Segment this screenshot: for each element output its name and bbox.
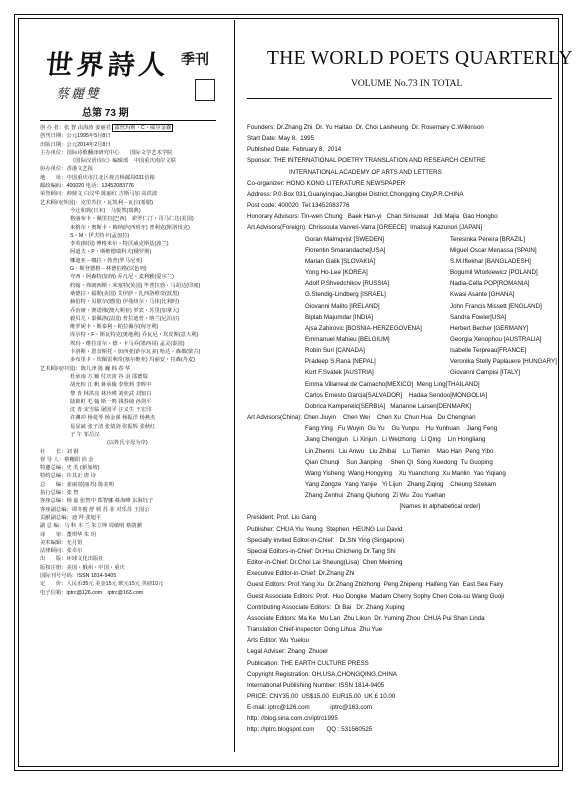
left-line: 地 址：中国重庆市江北区观音桥邮局031信箱 bbox=[40, 174, 155, 181]
right-line bbox=[247, 345, 557, 356]
column-divider bbox=[234, 20, 235, 752]
field-label: 荣誉顾问 bbox=[40, 191, 62, 198]
right-line: Guest Editors: Prof.Yang Xu Dr.Zhang Zhizhong Peng Zhipeng Haifeng Yan East Sea Fairy bbox=[247, 581, 504, 589]
right-line: Fang Ying Fu Wuyin Gu Yu Gu Yunpu Hu Yunhuan Jiang Feng bbox=[305, 425, 498, 433]
right-line: Co-organizer: HONG KONG LITERATURE NEWSPAPER bbox=[247, 179, 406, 187]
field-value: (以姓氏字母为序) bbox=[70, 440, 148, 447]
left-line: 定 价：人民币35元 美金15元 欧元15元 英磅10元 bbox=[40, 581, 164, 588]
advisor-name: Robin Suri [CANADA] bbox=[305, 347, 365, 355]
right-line: Special Editors-in-Chief: Dr.Hsu Chicheng Dr.Tang Shi bbox=[247, 547, 396, 555]
field-value: 帅鼎文 白汉华 陈丽红 吉斯马加 高洪波 bbox=[66, 191, 158, 198]
english-title: THE WORLD POETS QUARTERLY bbox=[267, 48, 573, 69]
field-value: 谭冬俊 舒 媛 苏 菲 对乐苏 王国公 bbox=[71, 506, 150, 513]
field-label: 特约总编 bbox=[40, 473, 62, 480]
masthead-chinese bbox=[44, 43, 220, 83]
field-value: 克里苏拉・瓦凯利－瓦拉(希腊) bbox=[80, 199, 154, 206]
field-value: 乔治娅・赛诺佛(澳大利亚) 罗宾・苏里(加拿大) bbox=[70, 307, 180, 314]
field-value: ISSN 1814-9405 bbox=[77, 573, 117, 580]
left-line bbox=[40, 307, 222, 315]
left-line: 特约总编：许其正 唐 诗 bbox=[40, 473, 96, 480]
right-line: International Publishing Number: ISSN 1814-9405 bbox=[247, 681, 385, 689]
right-line: Yang Zongze Yang Yanjie Yi Lijun Zhang Ziqing Cheung Szekam bbox=[305, 481, 497, 488]
field-value: 张卓尔 bbox=[66, 548, 83, 555]
field-value: 格丽布卡・佩里拉(巴西) 索罗仁汀・司马仁达(美国) bbox=[70, 216, 194, 223]
left-line: 出 版：环球文化出版社 bbox=[40, 556, 104, 563]
right-line bbox=[247, 356, 557, 367]
advisor-name: Veronika Stelly Paplauere [HUNGARY] bbox=[450, 358, 557, 366]
field-value: 杨 虚 张智中 郑智娜 蔡海峰 东海钰子 bbox=[66, 498, 154, 505]
left-line bbox=[40, 423, 222, 431]
field-value: 史 芙 (新加坡) bbox=[66, 465, 100, 472]
field-value: 约翰・弗朗西斯・米塞特(英国) 毕普拉勃・马胡达(印度) bbox=[70, 282, 201, 289]
field-label: 版权注册 bbox=[40, 564, 62, 571]
advisor-name: Goran Malmqvist [SWEDEN] bbox=[305, 235, 385, 243]
advisor-name: Kwasi Asante [GHANA] bbox=[450, 291, 515, 299]
field-label: 总 编 bbox=[40, 481, 62, 488]
left-line bbox=[40, 224, 222, 232]
advisor-name: Sandra Fowler[USA] bbox=[450, 313, 507, 321]
advisor-name: Nadia-Cella POP[ROMANIA] bbox=[450, 280, 530, 288]
field-value: 米格尔・奥斯卡・梅纳萨(西班牙) 普利克(斯洛伐克) bbox=[70, 224, 190, 231]
right-line: Copyright Registration: OH,USA,CHONGQING,CHINA bbox=[247, 670, 397, 678]
advisor-name: Bogumil Wtorkiewicz [POLAND] bbox=[450, 269, 538, 277]
left-line: 客座总编：杨 虚 张智中 郑智娜 蔡海峰 东海钰子 bbox=[40, 498, 154, 505]
field-value: 刘 钢 bbox=[66, 448, 79, 455]
right-line: http: //blog.sina.com.cn/iptrc1995 bbox=[247, 715, 338, 723]
right-line: Carlos Ernesto Garcia[SALVADOR] Hadaa Sendoo[MONGOLIA] bbox=[305, 391, 488, 399]
left-line: 出版日期：公元2014年2月8日 bbox=[40, 141, 111, 148]
right-line: Publisher: CHUA Yiu Yeung Stephen HEUNG Lui David bbox=[247, 525, 403, 533]
left-line: 特邀总编：史 芙 (新加坡) bbox=[40, 465, 100, 472]
field-label: 主办单位 bbox=[40, 149, 62, 156]
left-line bbox=[40, 340, 222, 348]
left-rule bbox=[40, 120, 216, 121]
left-line: 荣誉顾问：帅鼎文 白汉华 陈丽红 吉斯马加 高洪波 bbox=[40, 191, 158, 198]
field-value: 胡允桓 江 帆 蒋承俊 李欣莉 李晖中 bbox=[70, 382, 152, 389]
boxed-name: 露丝玛莉・C・威尔金森 bbox=[114, 125, 172, 131]
field-value: 董琪华 朱 玥 bbox=[66, 531, 96, 538]
left-line: 创刊日期：公元1995年5月8日 bbox=[40, 133, 111, 140]
field-label: 艺术顾问(外国) bbox=[40, 199, 76, 206]
left-line: 主办单位：国际诗歌翻译研究中心 国际文学艺术学院 bbox=[40, 149, 173, 156]
advisor-name: Miguel Oscar Menassa [SPAIN] bbox=[450, 246, 537, 254]
left-line: 版权注册：美国・俄州・中国・重庆 bbox=[40, 564, 125, 571]
field-value: 400020 电话：13452083776 bbox=[66, 183, 134, 190]
right-line: INTERNATIONAL ACADEMY OF ARTS AND LETTERS bbox=[289, 168, 442, 176]
field-value: iptrc@126.com iptrc@163.com bbox=[66, 589, 144, 596]
field-label: 客座副总编 bbox=[40, 506, 67, 513]
field-value: 易显斌 张子清 张倩剑 张振辉 张秋红 bbox=[70, 423, 156, 430]
field-value: 中国重庆市江北区观音桥邮局031信箱 bbox=[66, 174, 155, 181]
left-line: 总 编：姜丽双(丽苏) 陈美明 bbox=[40, 481, 114, 488]
right-line: E-mail: iptrc@126.com iptrc@163.com bbox=[247, 704, 373, 712]
field-label: 客座总编 bbox=[40, 498, 62, 505]
field-label: 执行总编 bbox=[40, 490, 62, 497]
left-line bbox=[40, 157, 222, 165]
left-line bbox=[40, 282, 222, 290]
field-value: 黎 青 林洪亮 林玲瑛 刘奕武 刘知白 bbox=[70, 390, 152, 397]
advisor-name: Ajsa Zahirovic [BOSNIA-HERZEGOVENA] bbox=[305, 324, 422, 332]
field-value: 今辻和典(日本) 马悦然(瑞典) bbox=[70, 207, 141, 214]
right-line: Contributing Associate Editors: Di Bai Dr. Zhang Xuping bbox=[247, 603, 405, 611]
left-line: 邮政编码：400020 电话：13452083776 bbox=[40, 183, 134, 190]
left-line: 译 审：董琪华 朱 玥 bbox=[40, 531, 96, 538]
field-value: 姜丽双(丽苏) 陈美明 bbox=[66, 481, 114, 488]
left-line: 督 导 人：蔡穗阳 尚 金 bbox=[40, 456, 94, 463]
chinese-title: 世界詩人 bbox=[44, 50, 172, 81]
left-line: 社 长：刘 钢 bbox=[40, 448, 79, 455]
advisor-name: Pradeep S.Rana [NEPAL] bbox=[305, 358, 376, 366]
right-line: Executive Editor-in-Chief: Dr.Zhang Zhi bbox=[247, 570, 355, 578]
left-line: 法律顾问：张卓尔 bbox=[40, 548, 83, 555]
right-line bbox=[247, 256, 557, 267]
field-value: 维罗妮卡・斯泰利・帕拉佩尔(匈牙利) bbox=[70, 324, 159, 331]
left-line bbox=[40, 406, 222, 414]
field-label: 督 导 人 bbox=[40, 456, 59, 463]
field-value: 陈九津 陈 巍 韩 春 华 bbox=[80, 365, 131, 372]
quarterly-label: 季刊 bbox=[181, 51, 209, 67]
right-line: PRICE: CNY35.00 US$15.00 EUR15.00 UK £ 10.00 bbox=[247, 692, 396, 700]
right-line: Zhang Zenhui Zhang Qiuhong Zi Wu Zou Yuehan bbox=[305, 492, 446, 500]
field-value: 多布里卡・坎佩雷利奇(塞尔维亚) 玛丽安・拉森(丹麦) bbox=[70, 357, 196, 364]
left-line bbox=[40, 273, 222, 281]
right-line: Art Advisors(China): Chen Jiuyin Chen Wei Chen Xu Chun Hua Du Chengnan bbox=[247, 414, 476, 422]
right-line: Emma Villarreal de Camacho[MEXICO] Meng Ling[THAILAND] bbox=[305, 380, 480, 388]
right-line: Lin Zhenni Liu Anwu Liu Zhibai Lu Tiemin Mao Han Peng Yibo bbox=[305, 447, 494, 455]
masthead-details-english bbox=[247, 122, 557, 736]
left-line: 美术编辑：无月馆 bbox=[40, 539, 83, 546]
right-line: Wang Yisheng Wang Hongying Xu Yuanchong Xu Manlin Yao Yiqiang bbox=[305, 469, 506, 477]
left-line: 协办单位：香港文艺报 bbox=[40, 166, 94, 173]
field-value: 公元2014年2月8日 bbox=[66, 141, 111, 148]
right-line bbox=[247, 245, 557, 256]
field-value: 蔡穗阳 尚 金 bbox=[64, 456, 94, 463]
left-line bbox=[40, 257, 222, 265]
right-line: Founders: Dr.Zhang Zhi Dr. Yu Haitao Dr. Choi Laisheung Dr. Rosemary C.Wilkinson bbox=[247, 124, 484, 131]
right-line bbox=[247, 323, 557, 334]
advisor-name: Marian Galik [SLOVAKIA] bbox=[305, 257, 376, 265]
right-line: Arts Editor: Wu Yuelou bbox=[247, 637, 310, 645]
field-label: 创刊日期 bbox=[40, 133, 62, 140]
field-label: 美术编辑 bbox=[40, 539, 62, 546]
field-label: 译 审 bbox=[40, 531, 62, 538]
field-value: 杜承南 方 颖 付庆寅 谷 羽 邵德瑞 bbox=[70, 373, 148, 380]
right-line bbox=[247, 278, 557, 289]
field-value: 张 智 由海涛 姜丽君 bbox=[64, 125, 111, 131]
field-value: 沈 青 宋雪临 屠国平 汪义生 王宏印 bbox=[70, 407, 152, 414]
field-label: 创 办 者 bbox=[40, 125, 59, 131]
advisor-name: Giovanni Campisi [ITALY] bbox=[450, 369, 520, 377]
advisor-name: Isabelle Terpreau[FRANCE] bbox=[450, 347, 527, 355]
left-line bbox=[40, 439, 222, 447]
field-value: 陆筱虹 毛 翰 斯一鸣 钱春绮 孙剑平 bbox=[70, 398, 152, 405]
left-line bbox=[40, 298, 222, 306]
left-line bbox=[40, 265, 222, 273]
left-line bbox=[40, 248, 222, 256]
left-line bbox=[40, 381, 222, 389]
right-line: Jiang Chengjun Li Xinjun Li Weizhong Li Qing Lin Hongliang bbox=[305, 436, 486, 444]
field-value: 子 午 邹岳汉 bbox=[70, 431, 100, 438]
right-line: Translation Chief-inspector: Dong Lihua Zhu Yue bbox=[247, 626, 383, 634]
field-label: 邮政编码 bbox=[40, 183, 62, 190]
advisor-name: Florentin Smarandache[USA] bbox=[305, 246, 386, 254]
field-value: G・斯登德格－林德伯格(以色列) bbox=[70, 266, 147, 273]
left-line bbox=[40, 232, 222, 240]
field-value: 张 智 bbox=[66, 490, 79, 497]
seal-stamp bbox=[195, 79, 215, 101]
field-value: 香港文艺报 bbox=[66, 166, 94, 173]
left-line bbox=[40, 290, 222, 298]
left-line bbox=[40, 398, 222, 406]
right-line bbox=[247, 267, 557, 278]
field-value: 人民币35元 美金15元 欧元15元 英磅10元 bbox=[66, 581, 164, 588]
field-label: 电子信箱 bbox=[40, 589, 62, 596]
field-label: 社 长 bbox=[40, 448, 62, 455]
advisor-name: Kurt F.Svatek [AUSTRIA] bbox=[305, 369, 374, 377]
field-value: S・M・伊夫特卡(孟加拉) bbox=[70, 232, 130, 239]
field-value: 国际诗歌翻译研究中心 国际文学艺术学院 bbox=[66, 149, 173, 156]
right-line bbox=[247, 334, 557, 345]
field-label: 特邀总编 bbox=[40, 465, 62, 472]
field-value: 许渊冲 杨曼琴 杨金谨 杨振洋 杨燕杰 bbox=[70, 415, 156, 422]
field-value: 《国际汉语诗坛》编辑部 中国重庆南岸文联 bbox=[70, 158, 176, 165]
right-rule bbox=[247, 98, 552, 99]
left-line: 客座副总编：谭冬俊 舒 媛 苏 菲 对乐苏 王国公 bbox=[40, 506, 150, 513]
signature: 蔡麗雙 bbox=[56, 87, 102, 102]
field-value: 迪 拜 张旭平 bbox=[71, 514, 102, 521]
field-value: 许其正 唐 诗 bbox=[66, 473, 96, 480]
field-label: 副 总 编 bbox=[40, 523, 59, 530]
right-line bbox=[247, 301, 557, 312]
left-line bbox=[40, 215, 222, 223]
right-line: Published Date: February 8, 2014 bbox=[247, 146, 342, 154]
right-line bbox=[247, 367, 557, 378]
right-line: Editor-in-Chief: Dr.Choi Lai Sheung(Lisa) Chen Meiming bbox=[247, 559, 403, 567]
left-line bbox=[40, 348, 222, 356]
right-line: Associate Editors: Ma Ke Mu Lan Zhu Likun Dr. Yuming Zhou CHUA Pui Shan Linda bbox=[247, 614, 485, 622]
right-line: President: Prof. Liu Gang bbox=[247, 514, 317, 522]
field-label: 地 址 bbox=[40, 174, 62, 181]
right-line bbox=[247, 312, 557, 323]
left-line bbox=[40, 207, 222, 215]
field-value: 娜迪亚－娜拉・勃普(罗马尼亚) bbox=[70, 257, 143, 264]
field-value: 美国・俄州・中国・重庆 bbox=[66, 564, 125, 571]
field-label: 法律顾问 bbox=[40, 548, 62, 555]
right-line: Art Advisors(Foreign): Chrissoula Varveri-Varra [GREECE] Imatsuji Kazunori [JAPAN] bbox=[247, 224, 483, 232]
right-line: Start Date: May 8, 1995 bbox=[247, 135, 315, 143]
field-value: 阿道夫・P・斯维德瑞科夫(俄罗斯) bbox=[70, 249, 152, 256]
right-line: Guest Associate Editors: Prof. Huo Dongke Madam Cherry Sophy Chen Cola-su Wang Guoji bbox=[247, 592, 505, 600]
right-line: Qian Chunqi Sun Jianping Shen Qi Song Xuedong Tu Guoping bbox=[305, 458, 493, 466]
left-line bbox=[40, 315, 222, 323]
left-line: 贡献副总编：迪 拜 张旭平 bbox=[40, 514, 102, 521]
left-line: 艺术顾问(外国)：克里苏拉・瓦凯利－瓦拉(希腊) bbox=[40, 199, 154, 206]
field-value: 夸西・阿森特(加纳) 乔凡尼・麦利雅(爱尔兰) bbox=[70, 274, 174, 281]
left-line bbox=[40, 414, 222, 422]
field-label: 出版日期 bbox=[40, 141, 62, 148]
field-value: 公元1995年5月8日 bbox=[66, 133, 111, 140]
right-line: Honorary Advisors: Tin-wen Chung Baek Han-yi Chan Sirisuwat Jidi Majia Gao Hongbo bbox=[247, 213, 498, 221]
advisor-name: Adolf P.Shvedchikov [RUSSIA] bbox=[305, 280, 390, 288]
right-line bbox=[247, 234, 557, 245]
field-value: 埃玛・维拉雷尔・德・卡马乔(墨西哥) 孟灵(泰国) bbox=[70, 340, 185, 347]
field-label: 艺术顾问(中国) bbox=[40, 365, 76, 372]
advisor-name: G.Stendig-Lindberg [ISRAEL] bbox=[305, 291, 386, 299]
field-value: 李英(韩国) 博格米尔・特沃威克斯基(波兰) bbox=[70, 241, 169, 248]
left-line bbox=[40, 431, 222, 439]
left-line: 电子信箱：iptrc@126.com iptrc@163.com bbox=[40, 589, 144, 596]
right-line: [Names in alphabetical order] bbox=[305, 503, 481, 511]
advisor-name: Teresinka Pereira [BRAZIL] bbox=[450, 235, 525, 243]
advisor-name: Emmanuel Mahieu [BELGIUM] bbox=[305, 335, 390, 343]
right-line: http: //lptrc.blogspot.com QQ : 531560525 bbox=[247, 726, 373, 734]
field-value: 无月馆 bbox=[66, 539, 83, 546]
field-value: 卡洛斯・恩奈斯托・加西亚(萨尔瓦多) 哈达・森都(蒙古) bbox=[70, 349, 201, 356]
field-value: 赫伯特・贝歇尔(德国) 伊曼纽尔・马休(比利时) bbox=[70, 299, 180, 306]
right-line: Publication: THE EARTH CULTURE PRESS bbox=[247, 659, 369, 667]
field-label: 贡献副总编 bbox=[40, 514, 67, 521]
advisor-name: Herbert Becher [GERMANY] bbox=[450, 324, 529, 332]
left-line: 国际刊号号码：ISSN 1814-9405 bbox=[40, 573, 117, 580]
left-line: 副 总 编：马 科 木 兰 朱立坤 周敏明 蔡荫潮 bbox=[40, 523, 142, 530]
field-value: 马 科 木 兰 朱立坤 周敏明 蔡荫潮 bbox=[64, 523, 142, 530]
advisor-name: S.M.Iftekhar [BANGLADESH] bbox=[450, 257, 531, 265]
left-line: 执行总编：张 智 bbox=[40, 490, 79, 497]
issue-number: 总第 73 期 bbox=[82, 108, 129, 119]
field-value: 环球文化出版社 bbox=[66, 556, 104, 563]
left-line bbox=[40, 323, 222, 331]
volume-label: VOLUME No.73 IN TOTAL bbox=[351, 79, 463, 89]
field-label: 定 价 bbox=[40, 581, 62, 588]
left-line bbox=[40, 390, 222, 398]
left-line bbox=[40, 240, 222, 248]
field-label: 协办单位 bbox=[40, 166, 62, 173]
advisor-name: Yong Ho-Lee [KOREA] bbox=[305, 269, 368, 277]
field-value: 毅贝儿・泰佩洛(法国) 普拉迪普・纳兰(尼泊尔) bbox=[70, 315, 180, 322]
left-line bbox=[40, 373, 222, 381]
right-line: Address: P.0.Box 031,Guanyinqiao,Jiangbei District,Chongqing City,P.R.CHINA bbox=[247, 190, 464, 198]
left-line: 艺术顾问(中国)：陈九津 陈 巍 韩 春 华 bbox=[40, 365, 131, 372]
right-line: Legal Adviser: Zhang Zhuoer bbox=[247, 648, 329, 656]
left-line bbox=[40, 331, 222, 339]
left-line bbox=[40, 356, 222, 364]
field-label: 出 版 bbox=[40, 556, 62, 563]
advisor-name: Giovanni Malito [IRELAND] bbox=[305, 302, 380, 310]
right-line: Sponsor: THE INTERNATIONAL POETRY TRANSLATION AND RESEARCH CENTRE bbox=[247, 157, 486, 165]
field-value: 桑德拉・福勒(美国) 艾伊萨・扎西洛维奇(波黑) bbox=[70, 290, 180, 297]
right-line: Post code: 400020 Tel:13452083776 bbox=[247, 202, 350, 210]
advisor-name: John Francis Missett [ENGLAND] bbox=[450, 302, 542, 310]
right-line bbox=[247, 289, 557, 300]
masthead-details-chinese bbox=[40, 124, 222, 597]
field-value: 库尔特・F・斯瓦特克(奥地利) 乔瓦尼・坎皮斯(意大利) bbox=[70, 332, 199, 339]
advisor-name: Biplab Majumdar [INDIA] bbox=[305, 313, 374, 321]
field-label: 国际刊号号码 bbox=[40, 573, 72, 580]
right-line: Dobrica Kamperelic[SERBIA] Marianne Larsen[DENMARK] bbox=[305, 402, 472, 410]
left-line: 创 办 者：张 智 由海涛 姜丽君 露丝玛莉・C・威尔金森 bbox=[40, 125, 172, 131]
advisor-name: Georgia Xenophou [AUSTRALIA] bbox=[450, 335, 542, 343]
right-line: Specially invited Editor-in-Chief: Dr.Shi Ying (Singapore) bbox=[247, 536, 405, 544]
